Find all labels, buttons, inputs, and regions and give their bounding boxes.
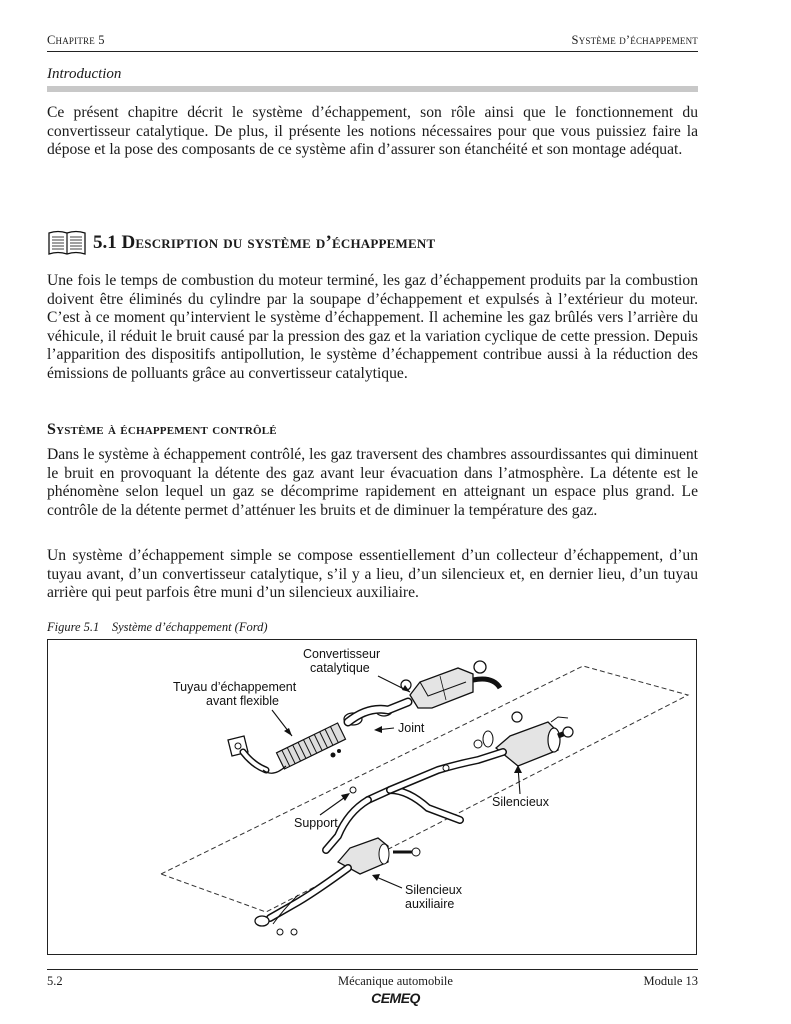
footer-module: Module 13	[643, 974, 698, 988]
intro-paragraph: Ce présent chapitre décrit le système d’échappement, son rôle ainsi que le fonctionnement du convertisseur catalytique. De plus, il présente les notions nécessaires pour que vous puissiez faire la dépose et la pose des composants de ce système afin d’assurer son étanchéité et son montage adéquat.	[47, 104, 698, 158]
label-joint	[374, 721, 425, 735]
label-pipe-line2: avant flexible	[206, 694, 279, 708]
intro-label: Introduction	[47, 66, 122, 82]
figure-number: Figure 5.1	[47, 620, 100, 634]
intro-divider	[47, 86, 698, 92]
label-converter	[303, 647, 410, 692]
cemeq-logo: CEMEQ	[371, 990, 420, 1006]
section-title-text: Description du système d’échappement	[121, 232, 436, 253]
subsection-paragraph-2: Un système d’échappement simple se compose essentiellement d’un collecteur d’échappement, d’un tuyau avant, d’un convertisseur catalytique, s’il y a lieu, d’un silencieux et, en dernier lieu, d’un tuyau arrière qui peut parfois être muni d’un silencieux auxiliaire.	[47, 547, 698, 601]
figure-caption	[47, 620, 268, 635]
label-aux-line1: Silencieux	[405, 883, 462, 897]
label-muffler-text: Silencieux	[492, 795, 549, 809]
exhaust-system-diagram	[48, 640, 696, 954]
label-joint-text: Joint	[398, 721, 425, 735]
figure-frame	[47, 639, 697, 955]
header-rule	[47, 51, 698, 52]
header-chapter: Chapitre 5	[47, 33, 105, 47]
footer-page-number: 5.2	[47, 974, 63, 988]
subsection-title: Système à échappement contrôlé	[47, 421, 277, 438]
label-muffler	[492, 765, 550, 809]
label-converter-line1: Convertisseur	[303, 647, 381, 661]
section-title	[93, 232, 435, 254]
label-aux-line2: auxiliaire	[405, 897, 455, 911]
book-icon	[47, 228, 87, 263]
figure-caption-text: Système d’échappement (Ford)	[111, 620, 268, 634]
subsection-paragraph-1: Dans le système à échappement contrôlé, les gaz traversent des chambres assourdissantes qui diminuent le bruit en provoquant la détente des gaz avant leur évacuation dans l’atmosphère. La détente est le phénomène selon lequel un gaz se décomprime rapidement en atteignant un espace plus grand. Le contrôle de la détente permet d’atténuer les bruits et de diminuer la température des gaz.	[47, 446, 698, 519]
catalytic-converter	[401, 661, 486, 708]
label-pipe-line1: Tuyau d’échappement	[173, 680, 297, 694]
section-number: 5.1	[93, 232, 117, 253]
label-flex-pipe	[173, 680, 297, 736]
section-paragraph: Une fois le temps de combustion du moteur terminé, les gaz d’échappement produits par la combustion doivent être éliminés du cylindre par la soupape d’échappement et expulsés à l’extérieur du moteur. C’est à ce moment qu’intervient le système d’échappement. Il achemine les gaz brûlés vers l’arrière du véhicule, il réduit le bruit causé par la pression des gaz et la variation cyclique de cette pression. Depuis l’apparition des dispositifs antipollution, le système d’échappement contribue aussi à la réduction des émissions de polluants grâce au convertisseur catalytique.	[47, 272, 698, 382]
header-section: Système d’échappement	[571, 33, 698, 47]
label-support-text: Support	[294, 816, 338, 830]
label-converter-line2: catalytique	[310, 661, 370, 675]
footer-title: Mécanique automobile	[338, 974, 453, 988]
footer-rule	[47, 969, 698, 970]
label-aux-muffler	[372, 874, 463, 911]
